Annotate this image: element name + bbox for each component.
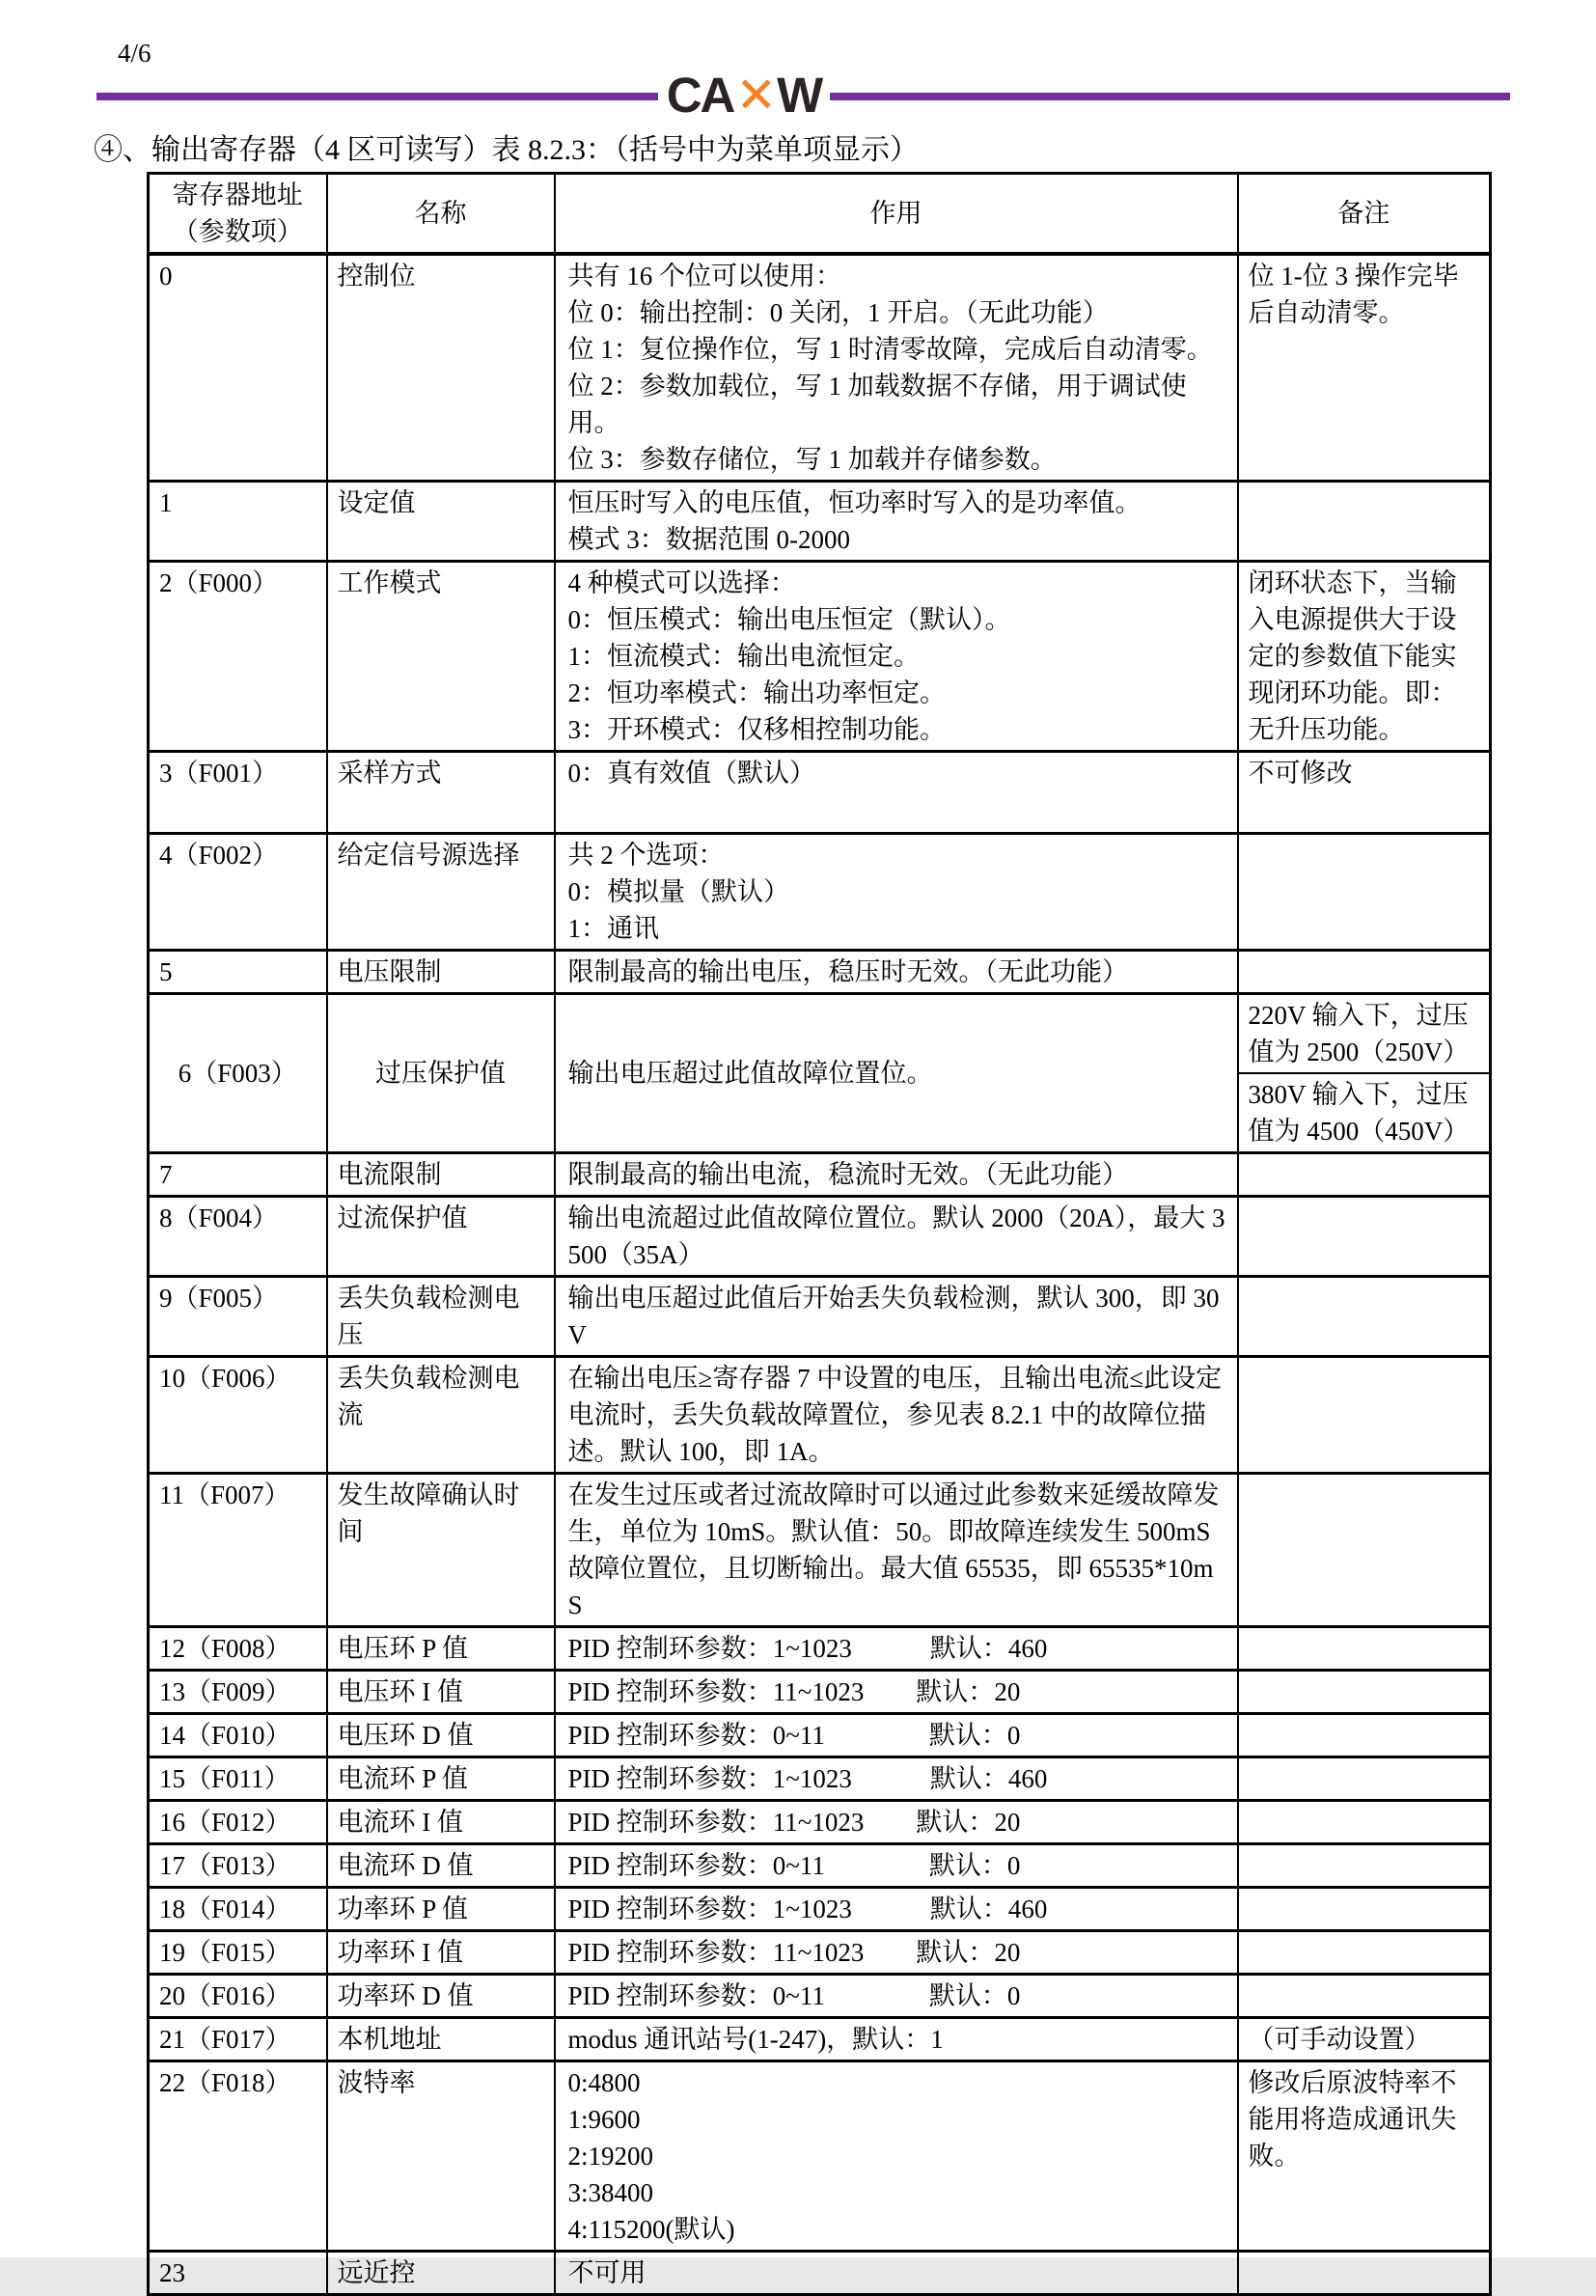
text-line: 限制最高的输出电压，稳压时无效。（无此功能） bbox=[567, 957, 1128, 986]
col-header-action bbox=[555, 174, 1238, 255]
cell-address: 18（F014） bbox=[149, 1888, 327, 1931]
col-header-name bbox=[327, 174, 555, 255]
cell-note bbox=[1238, 1671, 1491, 1714]
text-line: 1:9600 bbox=[567, 2105, 641, 2134]
table-row bbox=[149, 482, 1491, 562]
cell-action bbox=[555, 1714, 1238, 1757]
text-line: 名称 bbox=[414, 199, 467, 228]
cell-action bbox=[555, 482, 1238, 562]
cell-address: 10（F006） bbox=[149, 1357, 327, 1474]
cell-note bbox=[1238, 1714, 1491, 1757]
col-header-address bbox=[149, 174, 327, 255]
text-line: 闭环状态下，当输入电源提供大于设定的参数值下能实现闭环功能。即：无升压功能。 bbox=[1248, 568, 1457, 744]
text-line: PID 控制环参数：11~1023 默认：20 bbox=[567, 1808, 1021, 1837]
table-row bbox=[149, 834, 1491, 951]
text-line: 4 种模式可以选择： bbox=[567, 568, 796, 597]
text-line: 380V 输入下，过压值为 4500（450V） bbox=[1239, 1072, 1490, 1151]
cell-name: 电压环 P 值 bbox=[327, 1627, 555, 1671]
cell-name: 远近控 bbox=[327, 2252, 555, 2295]
cell-note bbox=[1238, 951, 1491, 994]
cell-action bbox=[555, 1277, 1238, 1357]
cell-name: 发生故障确认时间 bbox=[327, 1474, 555, 1627]
text-line: 1：恒流模式：输出电流恒定。 bbox=[567, 642, 920, 671]
cell-name: 功率环 P 值 bbox=[327, 1888, 555, 1931]
logo-right: W bbox=[777, 67, 822, 123]
cell-address: 2（F000） bbox=[149, 562, 327, 752]
table-row bbox=[149, 2018, 1491, 2061]
cell-address: 21（F017） bbox=[149, 2018, 327, 2061]
text-line: 模式 3：数据范围 0-2000 bbox=[567, 525, 850, 554]
cell-name: 功率环 I 值 bbox=[327, 1931, 555, 1975]
cell-address: 20（F016） bbox=[149, 1975, 327, 2018]
cell-note bbox=[1238, 1975, 1491, 2018]
cell-action bbox=[555, 2018, 1238, 2061]
text-line: 修改后原波特率不能用将造成通讯失败。 bbox=[1248, 2068, 1457, 2171]
table-header-row bbox=[149, 174, 1491, 255]
table-row bbox=[149, 1357, 1491, 1474]
cell-note bbox=[1238, 1801, 1491, 1844]
table-row bbox=[149, 1627, 1491, 1671]
text-line: 在输出电压≥寄存器 7 中设置的电压，且输出电流≤此设定电流时，丢失负载故障置位，参见表 8.2.1 中的故障位描述。默认 100，即 1A。 bbox=[567, 1364, 1223, 1466]
table-row bbox=[149, 2061, 1491, 2252]
cell-name: 过流保护值 bbox=[327, 1197, 555, 1277]
cell-name: 电压环 D 值 bbox=[327, 1714, 555, 1757]
text-line: PID 控制环参数：11~1023 默认：20 bbox=[567, 1677, 1021, 1706]
text-line: PID 控制环参数：0~11 默认：0 bbox=[567, 1981, 1021, 2010]
table-row bbox=[149, 1153, 1491, 1197]
text-line: PID 控制环参数：1~1023 默认：460 bbox=[567, 1764, 1048, 1793]
text-line: 3:38400 bbox=[567, 2178, 654, 2207]
table-row bbox=[149, 1931, 1491, 1975]
cell-action bbox=[555, 1844, 1238, 1888]
cell-address: 9（F005） bbox=[149, 1277, 327, 1357]
table-row bbox=[149, 1844, 1491, 1888]
cell-address: 11（F007） bbox=[149, 1474, 327, 1627]
text-line: 位 1：复位操作位，写 1 时清零故障，完成后自动清零。 bbox=[567, 335, 1213, 364]
text-line: 寄存器地址 bbox=[172, 180, 303, 209]
cell-name: 采样方式 bbox=[327, 752, 555, 834]
cell-name: 电压限制 bbox=[327, 951, 555, 994]
text-line: 共 2 个选项： bbox=[567, 841, 725, 870]
table-row bbox=[149, 254, 1491, 482]
text-line: 位 3：参数存储位，写 1 加载并存储参数。 bbox=[567, 445, 1057, 474]
cell-action bbox=[555, 1888, 1238, 1931]
cell-address: 1 bbox=[149, 482, 327, 562]
logo-x-icon: ✕ bbox=[735, 67, 776, 123]
text-line: 位 2：参数加载位，写 1 加载数据不存储，用于调试使用。 bbox=[567, 372, 1187, 437]
cell-address: 5 bbox=[149, 951, 327, 994]
text-line: 2:19200 bbox=[567, 2142, 654, 2171]
text-line: 备注 bbox=[1337, 199, 1390, 228]
table-row bbox=[149, 994, 1491, 1153]
caxw-logo bbox=[658, 64, 830, 125]
cell-note bbox=[1238, 1474, 1491, 1627]
cell-name: 丢失负载检测电压 bbox=[327, 1277, 555, 1357]
cell-action bbox=[555, 1931, 1238, 1975]
text-line: 恒压时写入的电压值，恒功率时写入的是功率值。 bbox=[567, 488, 1142, 517]
cell-action bbox=[555, 1801, 1238, 1844]
cell-action bbox=[555, 994, 1238, 1153]
table-row bbox=[149, 1757, 1491, 1801]
text-line: 限制最高的输出电流，稳流时无效。（无此功能） bbox=[567, 1160, 1128, 1189]
text-line: PID 控制环参数：1~1023 默认：460 bbox=[567, 1895, 1048, 1923]
cell-address: 6（F003） bbox=[149, 994, 327, 1153]
text-line: PID 控制环参数：1~1023 默认：460 bbox=[567, 1634, 1048, 1663]
cell-name: 电流限制 bbox=[327, 1153, 555, 1197]
cell-action bbox=[555, 1975, 1238, 2018]
cell-note bbox=[1238, 2252, 1491, 2295]
cell-name: 波特率 bbox=[327, 2061, 555, 2252]
cell-address: 7 bbox=[149, 1153, 327, 1197]
cell-address: 19（F015） bbox=[149, 1931, 327, 1975]
cell-note bbox=[1238, 1197, 1491, 1277]
cell-address: 0 bbox=[149, 254, 327, 482]
cell-action bbox=[555, 1197, 1238, 1277]
text-line: modus 通讯站号(1-247)，默认：1 bbox=[567, 2025, 944, 2054]
cell-note bbox=[1238, 1627, 1491, 1671]
cell-note bbox=[1238, 1153, 1491, 1197]
cell-address: 15（F011） bbox=[149, 1757, 327, 1801]
cell-note bbox=[1238, 254, 1491, 482]
text-line: PID 控制环参数：0~11 默认：0 bbox=[567, 1851, 1021, 1880]
cell-note bbox=[1238, 752, 1491, 834]
text-line: （可手动设置） bbox=[1248, 2025, 1431, 2054]
page-number: 4/6 bbox=[118, 39, 151, 68]
cell-address: 22（F018） bbox=[149, 2061, 327, 2252]
cell-address: 3（F001） bbox=[149, 752, 327, 834]
table-row bbox=[149, 562, 1491, 752]
cell-note bbox=[1238, 1757, 1491, 1801]
text-line: PID 控制环参数：0~11 默认：0 bbox=[567, 1721, 1021, 1750]
cell-note bbox=[1238, 1888, 1491, 1931]
cell-action bbox=[555, 562, 1238, 752]
cell-note bbox=[1238, 2061, 1491, 2252]
text-line: PID 控制环参数：11~1023 默认：20 bbox=[567, 1938, 1021, 1967]
table-row bbox=[149, 1277, 1491, 1357]
cell-address: 4（F002） bbox=[149, 834, 327, 951]
table-row bbox=[149, 1714, 1491, 1757]
table-row bbox=[149, 1671, 1491, 1714]
text-line: 不可修改 bbox=[1248, 759, 1353, 788]
cell-note bbox=[1238, 1277, 1491, 1357]
table-row bbox=[149, 1474, 1491, 1627]
cell-address: 17（F013） bbox=[149, 1844, 327, 1888]
col-header-note bbox=[1238, 174, 1491, 255]
cell-name: 电流环 I 值 bbox=[327, 1801, 555, 1844]
cell-address: 13（F009） bbox=[149, 1671, 327, 1714]
table-row bbox=[149, 1197, 1491, 1277]
text-line: 0:4800 bbox=[567, 2068, 641, 2097]
cell-action bbox=[555, 834, 1238, 951]
cell-address: 14（F010） bbox=[149, 1714, 327, 1757]
cell-note bbox=[1238, 482, 1491, 562]
cell-address: 16（F012） bbox=[149, 1801, 327, 1844]
register-table bbox=[147, 172, 1492, 2296]
text-line: 不可用 bbox=[567, 2258, 647, 2287]
cell-name: 设定值 bbox=[327, 482, 555, 562]
cell-action bbox=[555, 1671, 1238, 1714]
cell-name: 功率环 D 值 bbox=[327, 1975, 555, 2018]
cell-action bbox=[555, 2061, 1238, 2252]
cell-note bbox=[1238, 2018, 1491, 2061]
cell-action bbox=[555, 951, 1238, 994]
text-line: 4:115200(默认) bbox=[567, 2215, 735, 2244]
cell-address: 23 bbox=[149, 2252, 327, 2295]
cell-name: 本机地址 bbox=[327, 2018, 555, 2061]
text-line: 0：真有效值（默认） bbox=[567, 759, 815, 788]
text-line: 1：通讯 bbox=[567, 914, 659, 943]
cell-action bbox=[555, 1757, 1238, 1801]
text-line: 共有 16 个位可以使用： bbox=[567, 262, 841, 290]
cell-action bbox=[555, 1153, 1238, 1197]
cell-name: 电压环 I 值 bbox=[327, 1671, 555, 1714]
cell-note bbox=[1238, 1931, 1491, 1975]
table-row bbox=[149, 752, 1491, 834]
cell-name: 电流环 D 值 bbox=[327, 1844, 555, 1888]
table-row bbox=[149, 2252, 1491, 2295]
text-line: 作用 bbox=[869, 199, 922, 228]
text-line: 位 0：输出控制：0 关闭，1 开启。（无此功能） bbox=[567, 298, 1109, 327]
text-line: 位 1-位 3 操作完毕后自动清零。 bbox=[1248, 262, 1459, 327]
cell-address: 12（F008） bbox=[149, 1627, 327, 1671]
cell-name: 控制位 bbox=[327, 254, 555, 482]
cell-address: 8（F004） bbox=[149, 1197, 327, 1277]
cell-action bbox=[555, 1357, 1238, 1474]
text-line: 0：恒压模式：输出电压恒定（默认）。 bbox=[567, 605, 1011, 634]
cell-action bbox=[555, 254, 1238, 482]
text-line: 0：模拟量（默认） bbox=[567, 877, 789, 906]
cell-name: 给定信号源选择 bbox=[327, 834, 555, 951]
table-row bbox=[149, 1888, 1491, 1931]
cell-action bbox=[555, 752, 1238, 834]
table-row bbox=[149, 951, 1491, 994]
text-line: 输出电流超过此值故障位置位。默认 2000（20A），最大 3500（35A） bbox=[567, 1203, 1225, 1269]
table-row bbox=[149, 1975, 1491, 2018]
table-row bbox=[149, 1801, 1491, 1844]
text-line: 输出电压超过此值故障位置位。 bbox=[567, 1059, 933, 1088]
cell-action bbox=[555, 2252, 1238, 2295]
text-line: 220V 输入下，过压值为 2500（250V） bbox=[1248, 1001, 1470, 1066]
logo-left: CA bbox=[666, 67, 734, 123]
text-line: 3：开环模式：仅移相控制功能。 bbox=[567, 715, 946, 744]
cell-note bbox=[1238, 562, 1491, 752]
text-line: 输出电压超过此值后开始丢失负载检测，默认 300，即 30V bbox=[567, 1284, 1220, 1349]
register-table-container bbox=[147, 172, 1489, 2296]
cell-name: 电流环 P 值 bbox=[327, 1757, 555, 1801]
cell-name: 丢失负载检测电流 bbox=[327, 1357, 555, 1474]
cell-note bbox=[1238, 994, 1491, 1153]
cell-action bbox=[555, 1474, 1238, 1627]
cell-action bbox=[555, 1627, 1238, 1671]
cell-name: 过压保护值 bbox=[327, 994, 555, 1153]
register-table-body bbox=[149, 254, 1491, 2295]
text-line: 在发生过压或者过流故障时可以通过此参数来延缓故障发生，单位为 10mS。默认值：50。即故障连续发生 500mS 故障位置位，且切断输出。最大值 65535，即 65535*10mS bbox=[567, 1480, 1220, 1619]
text-line: （参数项） bbox=[172, 217, 303, 246]
text-line: 2：恒功率模式：输出功率恒定。 bbox=[567, 678, 946, 707]
cell-name: 工作模式 bbox=[327, 562, 555, 752]
cell-note bbox=[1238, 1357, 1491, 1474]
section-heading: ④、输出寄存器（4 区可读写）表 8.2.3：（括号中为菜单项显示） bbox=[94, 134, 919, 166]
cell-note bbox=[1238, 1844, 1491, 1888]
cell-note bbox=[1238, 834, 1491, 951]
logo-text bbox=[666, 67, 822, 123]
